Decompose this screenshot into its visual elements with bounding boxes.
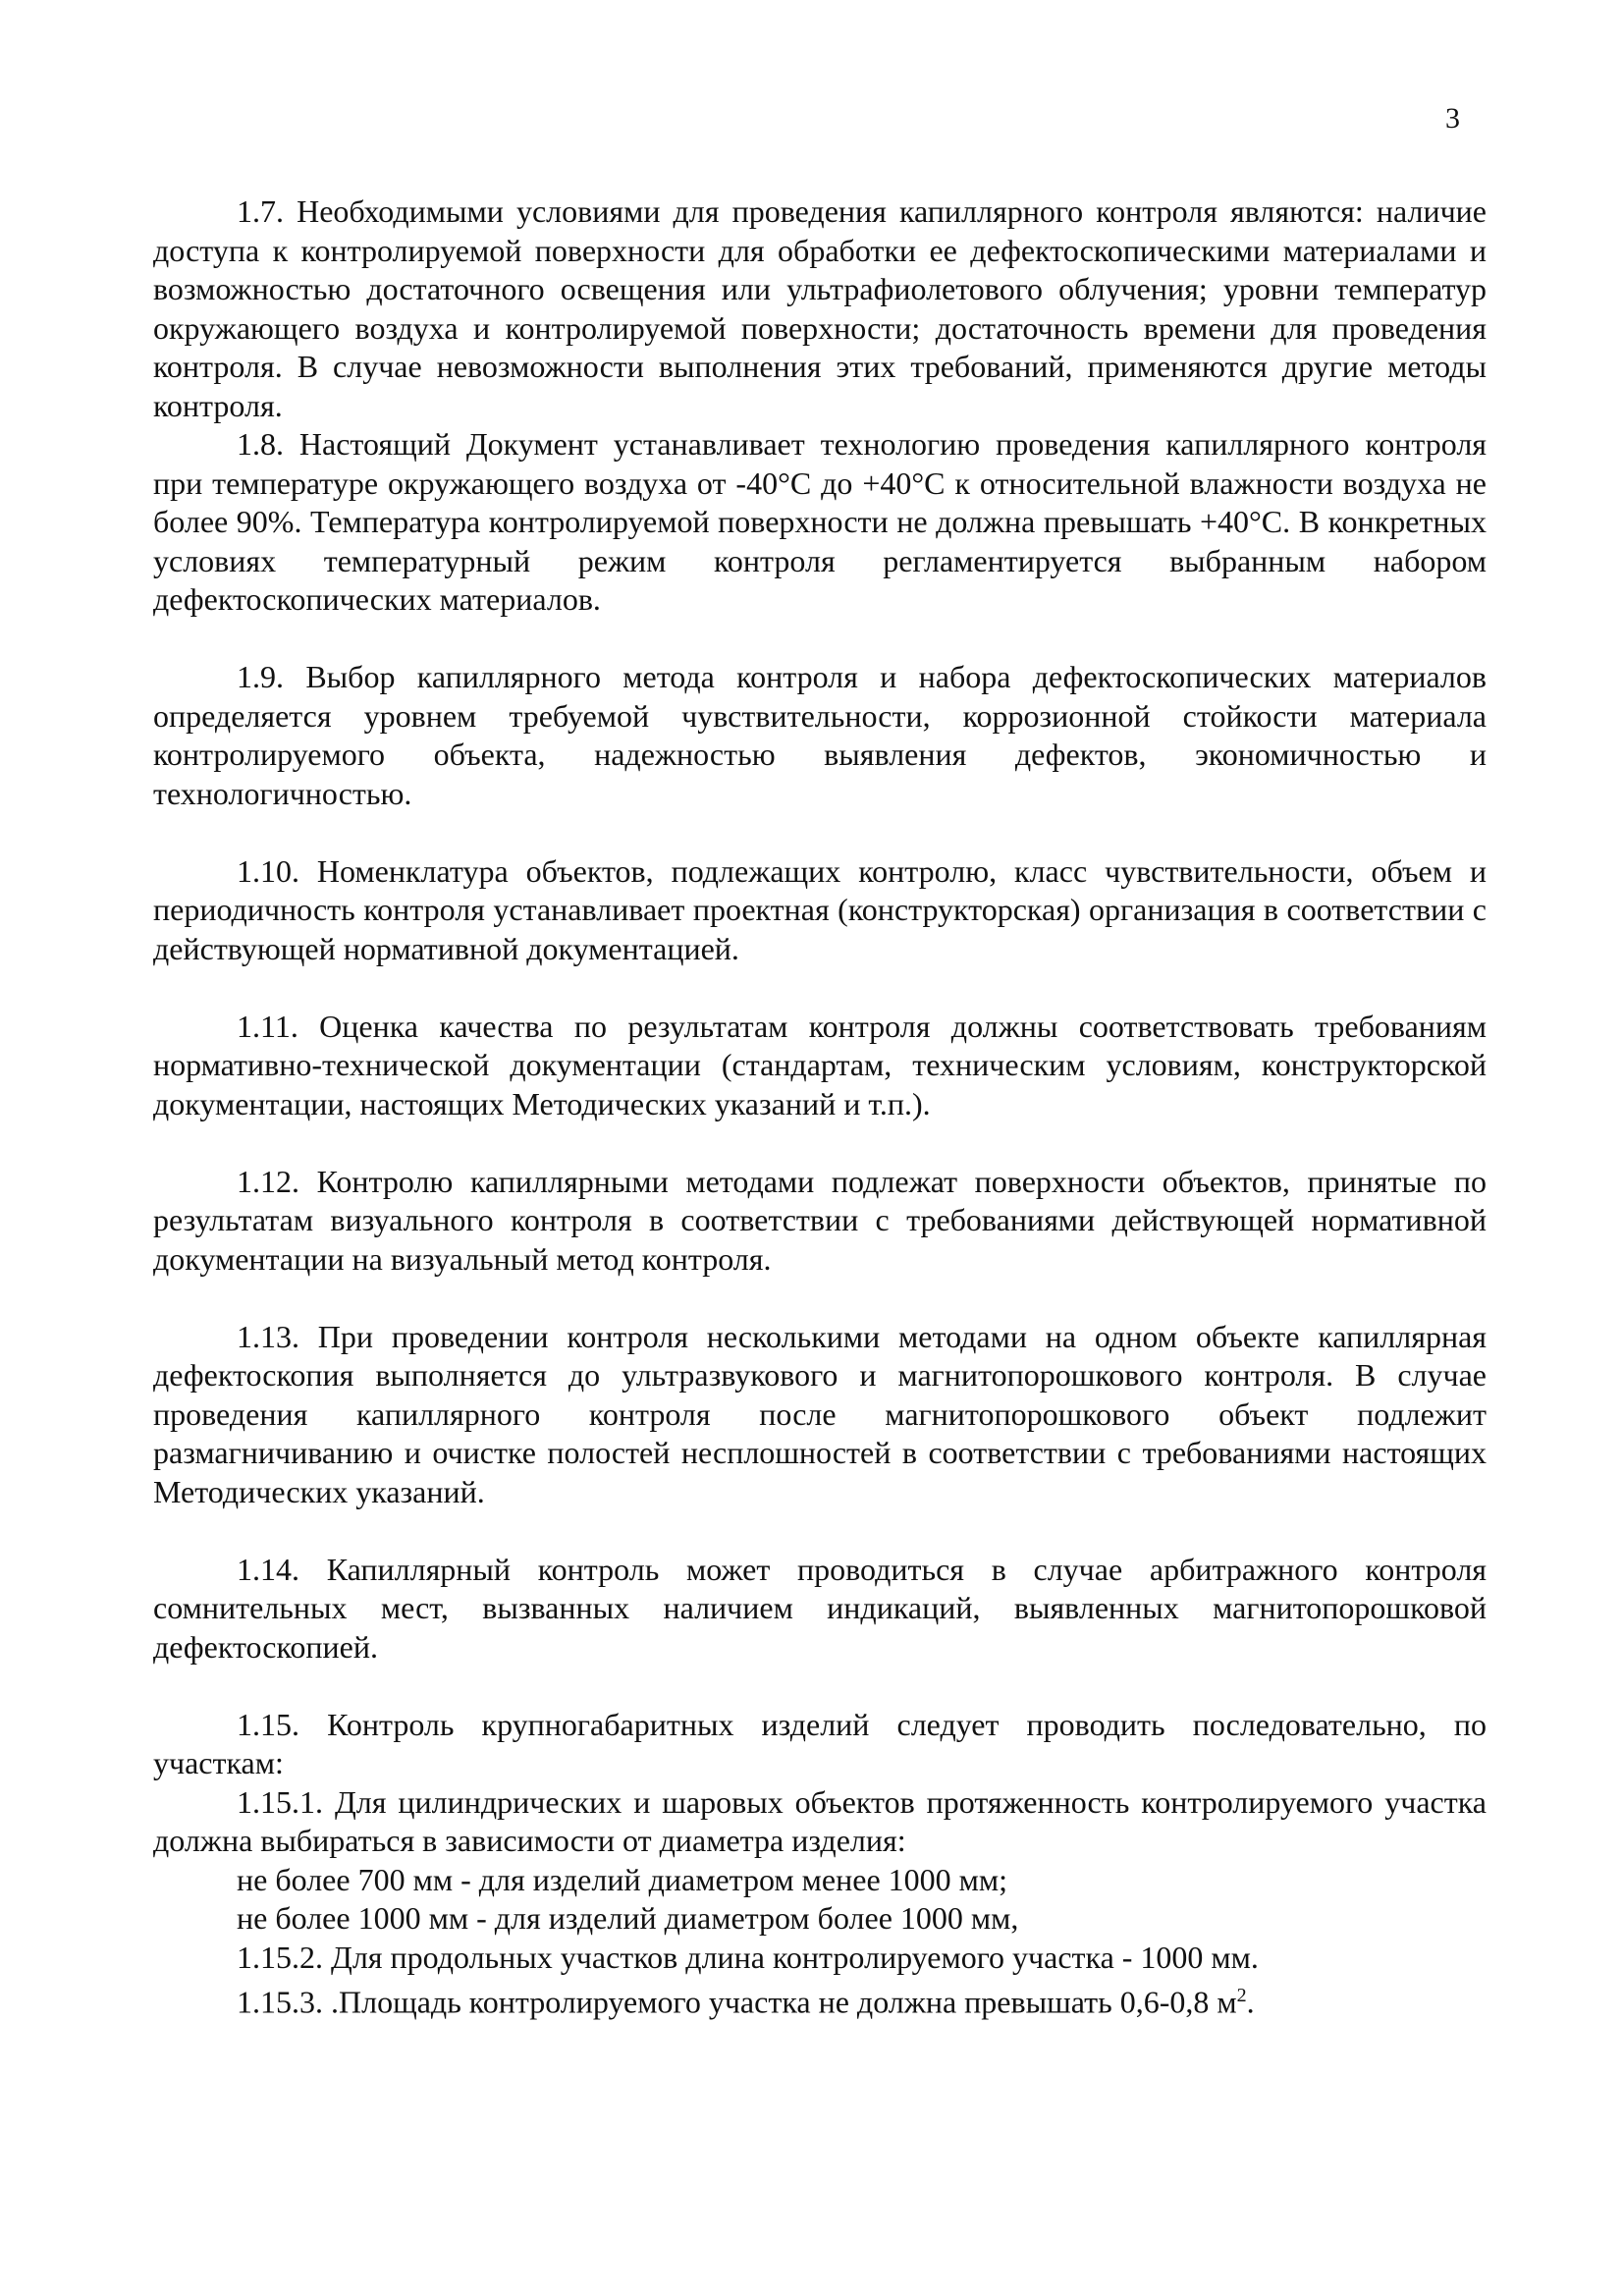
paragraph-1-15: 1.15. Контроль крупногабаритных изделий следует проводить последовательно, по участкам:: [153, 1706, 1487, 1780]
paragraph-1-15-1: 1.15.1. Для цилиндрических и шаровых объектов протяженность контролируемого участка должна выбираться в зависимости от диаметра изделия:: [153, 1783, 1487, 1858]
paragraph-1-10: 1.10. Номенклатура объектов, подлежащих контролю, класс чувствительности, объем и периодичность контроля устанавливает проектная (конструкторская) организация в соответствии с действующей нормативной документацией.: [153, 852, 1487, 966]
paragraph-1-15-3-tail: .: [1246, 1984, 1255, 2020]
page-number: 3: [1445, 102, 1460, 135]
paragraph-1-7: 1.7. Необходимыми условиями для проведения капиллярного контроля являются: наличие доступа к контролируемой поверхности для обработки ее дефектоскопическими материалами и возможностью достаточного освещения или ультрафиолетового облучения; уровни температур окружающего воздуха и контролируемой поверхности; достаточность времени для проведения контроля. В случае невозможности выполнения этих требований, применяются другие методы контроля.: [153, 193, 1487, 423]
paragraph-1-15-3-text: 1.15.3. .Площадь контролируемого участка не должна превышать 0,6-0,8 м: [237, 1984, 1237, 2020]
paragraph-1-13: 1.13. При проведении контроля несколькими методами на одном объекте капиллярная дефектоскопия выполняется до ультразвукового и магнитопорошкового контроля. В случае проведения капиллярного контроля после магнитопорошкового объект подлежит размагничиванию и очистке полостей несплошностей в соответствии с требованиями настоящих Методических указаний.: [153, 1318, 1487, 1509]
paragraph-1-14: 1.14. Капиллярный контроль может проводиться в случае арбитражного контроля сомнительных мест, вызванных наличием индикаций, выявленных магнитопорошковой дефектоскопией.: [153, 1551, 1487, 1665]
paragraph-1-12: 1.12. Контролю капиллярными методами подлежат поверхности объектов, принятые по результатам визуального контроля в соответствии с требованиями действующей нормативной документации на визуальный метод контроля.: [153, 1163, 1487, 1277]
document-body: [153, 192, 1487, 2022]
paragraph-1-9: 1.9. Выбор капиллярного метода контроля и набора дефектоскопических материалов определяется уровнем требуемой чувствительности, коррозионной стойкости материала контролируемого объекта, надежностью выявления дефектов, экономичностью и технологичностью.: [153, 659, 1487, 811]
paragraph-1-15-3: [153, 1977, 1487, 2022]
paragraph-1-11: 1.11. Оценка качества по результатам контроля должны соответствовать требованиям нормативно-технической документации (стандартам, техническим условиям, конструкторской документации, настоящих Методических указаний и т.п.).: [153, 1008, 1487, 1121]
paragraph-1-8: 1.8. Настоящий Документ устанавливает технологию проведения капиллярного контроля при температуре окружающего воздуха от -40°С до +40°С к относительной влажности воздуха не более 90%. Температура контролируемой поверхности не должна превышать +40°С. В конкретных условиях температурный режим контроля регламентируется выбранным набором дефектоскопических материалов.: [153, 426, 1487, 617]
list-item-diameter-less: не более 700 мм - для изделий диаметром менее 1000 мм;: [237, 1861, 1008, 1897]
paragraph-1-15-2: 1.15.2. Для продольных участков длина контролируемого участка - 1000 мм.: [237, 1939, 1259, 1975]
superscript-2: 2: [1236, 1985, 1247, 2006]
list-item-diameter-more: не более 1000 мм - для изделий диаметром более 1000 мм,: [237, 1900, 1019, 1936]
